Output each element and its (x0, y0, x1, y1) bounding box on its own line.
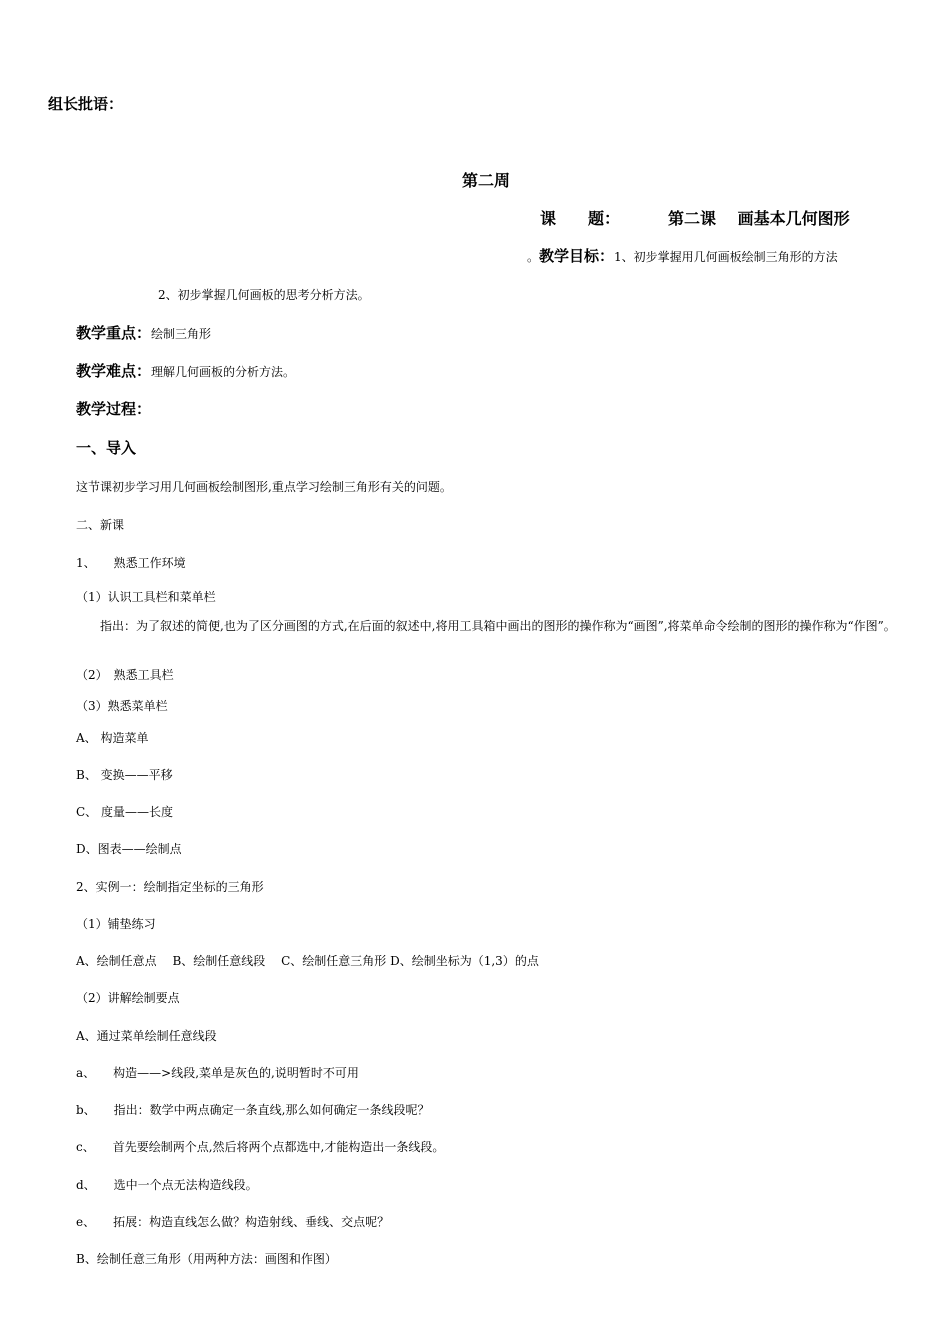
sub-d: d、 选中一个点无法构造线段。 (76, 1178, 258, 1192)
note-paragraph: 指出：为了叙述的简便,也为了区分画图的方式,在后面的叙述中,将用工具箱中画出的图形的操作称为“画图”,将菜单命令绘制的图形的操作称为“作图”。 (76, 619, 896, 633)
week-heading: 第二周 (462, 171, 511, 190)
sub-e: e、 拓展：构造直线怎么做？构造射线、垂线、交点呢？ (76, 1215, 390, 1229)
topic-label: 课 题： (540, 209, 621, 228)
topic-title: 第二课 画基本几何图形 (668, 209, 850, 228)
sub-b: b、 指出：数学中两点确定一条直线,那么如何确定一条线段呢？ (76, 1103, 430, 1117)
item-2-2: （2）讲解绘制要点 (76, 991, 180, 1005)
menu-a: A、 构造菜单 (76, 731, 149, 745)
item-1-1: （1）认识工具栏和菜单栏 (76, 590, 216, 604)
sub-c: c、 首先要绘制两个点,然后将两个点都选中,才能构造出一条线段。 (76, 1140, 445, 1154)
item-1-3: （3）熟悉菜单栏 (76, 699, 168, 713)
practice-list: A、绘制任意点 B、绘制任意线段 C、绘制任意三角形 D、绘制坐标为（1,3）的点 (76, 954, 539, 968)
intro-text: 这节课初步学习用几何画板绘制图形,重点学习绘制三角形有关的问题。 (76, 480, 452, 494)
key-text: 绘制三角形 (151, 327, 212, 341)
difficulty-label: 教学难点： (76, 362, 152, 380)
difficulty-line (76, 360, 295, 381)
goal-prefix: 。 (527, 250, 540, 264)
menu-d: D、图表——绘制点 (76, 842, 182, 856)
group-leader-comment-label: 组长批语： (48, 95, 124, 113)
difficulty-text: 理解几何画板的分析方法。 (151, 365, 296, 379)
goal-2: 2、初步掌握几何画板的思考分析方法。 (158, 288, 370, 302)
goal-label: 教学目标： (539, 247, 615, 265)
item-1: 1、 熟悉工作环境 (76, 556, 186, 570)
intro-heading: 一、导入 (76, 439, 137, 457)
point-b: B、绘制任意三角形（用两种方法：画图和作图） (76, 1252, 337, 1266)
goal-1: 1、初步掌握用几何画板绘制三角形的方法 (614, 250, 838, 264)
key-point-line (76, 322, 211, 343)
sub-a: a、 构造——>线段,菜单是灰色的,说明暂时不可用 (76, 1066, 359, 1080)
new-lesson-heading: 二、新课 (76, 518, 125, 532)
teaching-goal-line (527, 245, 838, 266)
key-label: 教学重点： (76, 324, 152, 342)
item-1-2: （2） 熟悉工具栏 (76, 668, 174, 682)
item-2: 2、实例一：绘制指定坐标的三角形 (76, 880, 264, 894)
point-a: A、通过菜单绘制任意线段 (76, 1029, 217, 1043)
menu-b: B、 变换——平移 (76, 768, 173, 782)
process-label: 教学过程： (76, 400, 152, 418)
menu-c: C、 度量——长度 (76, 805, 173, 819)
item-2-1: （1）铺垫练习 (76, 917, 156, 931)
